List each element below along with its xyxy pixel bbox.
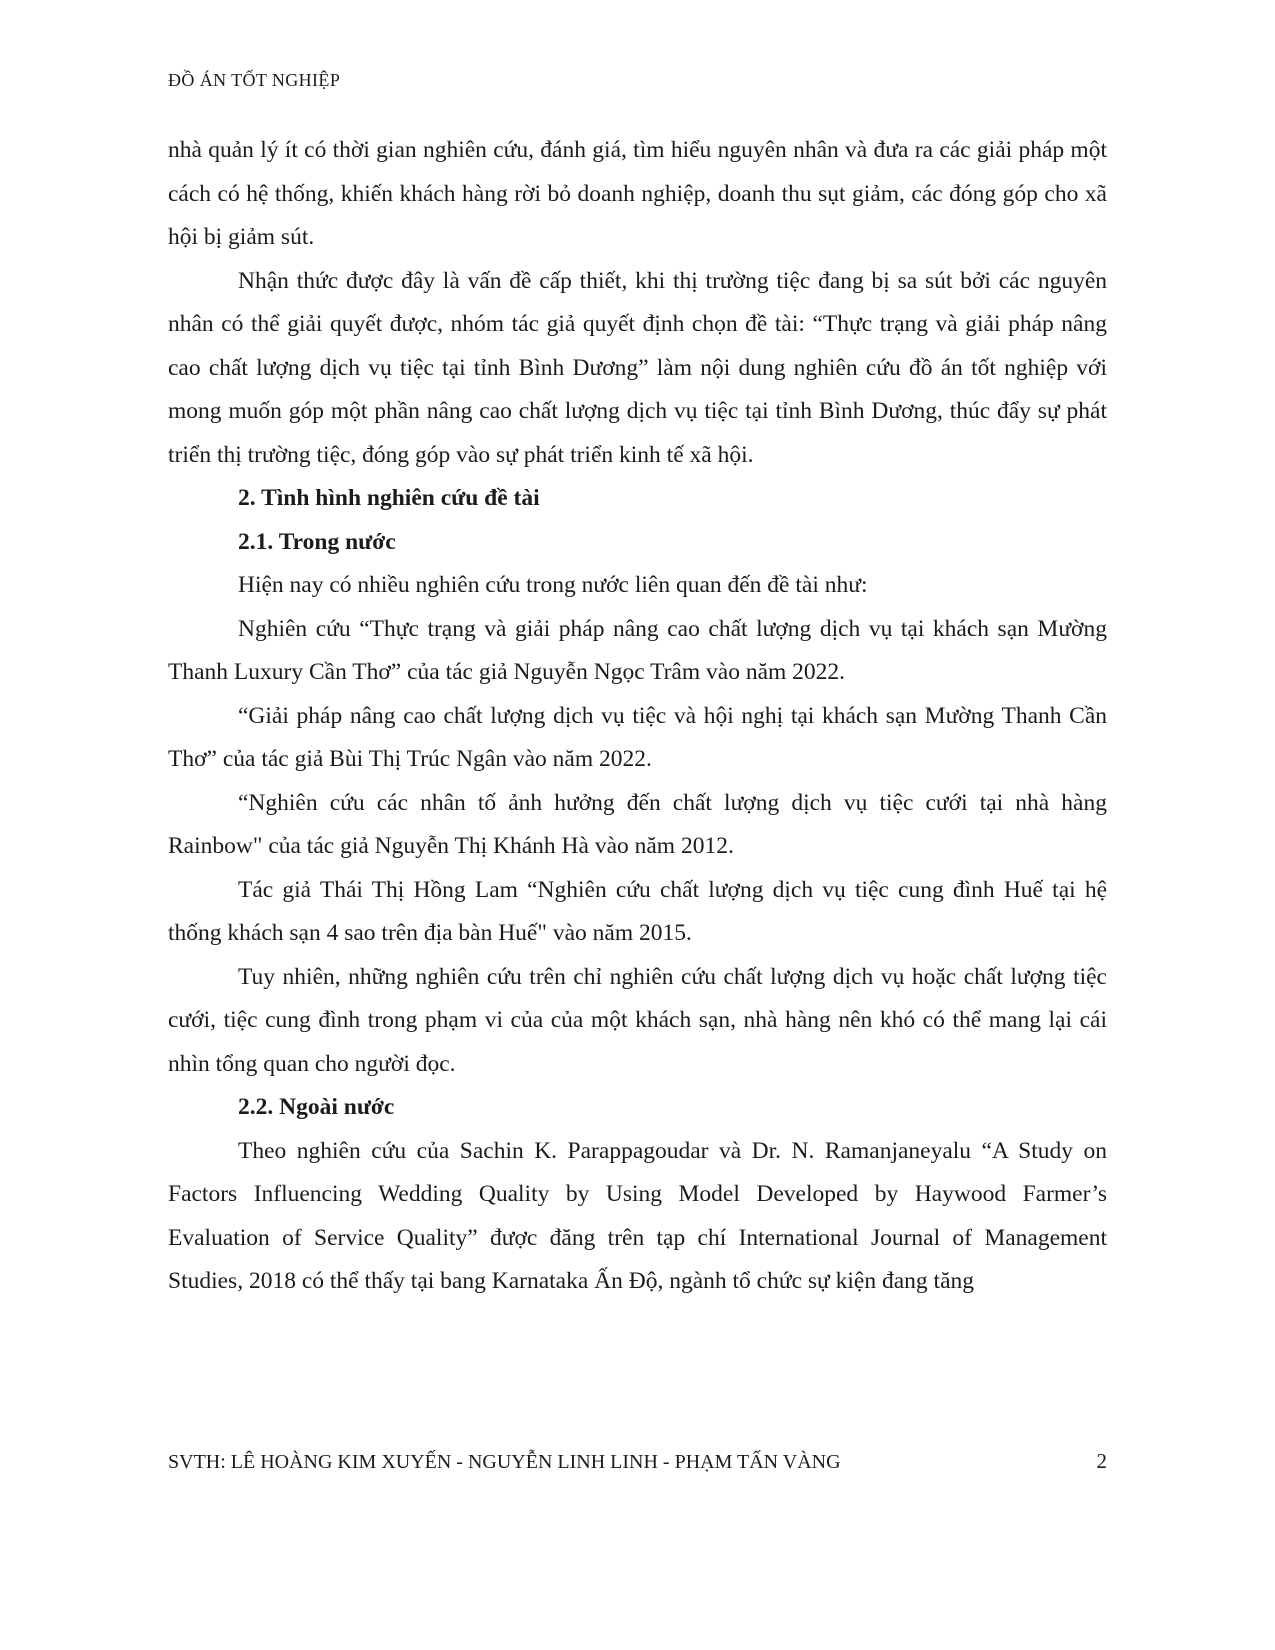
page-footer [168,1449,1107,1474]
paragraph: Tác giả Thái Thị Hồng Lam “Nghiên cứu chất lượng dịch vụ tiệc cung đình Huế tại hệ thống khách sạn 4 sao trên địa bàn Huế" vào năm 2015. [168,876,1107,946]
paragraph: nhà quản lý ít có thời gian nghiên cứu, đánh giá, tìm hiểu nguyên nhân và đưa ra các giải pháp một cách có hệ thống, khiến khách hàng rời bỏ doanh nghiệp, doanh thu sụt giảm, các đóng góp cho xã hội bị giảm sút. [168,137,1107,250]
paragraph: “Nghiên cứu các nhân tố ảnh hưởng đến chất lượng dịch vụ tiệc cưới tại nhà hàng Rainbow" của tác giả Nguyễn Thị Khánh Hà vào năm 2012. [168,789,1107,859]
subsection-heading: 2.2. Ngoài nước [238,1094,395,1120]
paragraph: Theo nghiên cứu của Sachin K. Parappagoudar và Dr. N. Ramanjaneyalu “A Study on Factors Influencing Wedding Quality by Using Model Developed by Haywood Farmer’s Evaluation of Service Quality” được đăng trên tạp chí International Journal of Management Studies, 2018 có thể thấy tại bang Karnataka Ấn Độ, ngành tổ chức sự kiện đang tăng [168,1137,1107,1294]
page-number: 2 [1096,1449,1107,1473]
paragraph: Nhận thức được đây là vấn đề cấp thiết, khi thị trường tiệc đang bị sa sút bởi các nguyên nhân có thể giải quyết được, nhóm tác giả quyết định chọn đề tài: “Thực trạng và giải pháp nâng cao chất lượng dịch vụ tiệc tại tỉnh Bình Dương” làm nội dung nghiên cứu đồ án tốt nghiệp với mong muốn góp một phần nâng cao chất lượng dịch vụ tiệc tại tỉnh Bình Dương, thúc đẩy sự phát triển thị trường tiệc, đóng góp vào sự phát triển kinh tế xã hội. [168,267,1107,468]
paragraph: Tuy nhiên, những nghiên cứu trên chỉ nghiên cứu chất lượng dịch vụ hoặc chất lượng tiệc cưới, tiệc cung đình trong phạm vi của của một khách sạn, nhà hàng nên khó có thể mang lại cái nhìn tổng quan cho người đọc. [168,963,1107,1077]
footer-authors: SVTH: LÊ HOÀNG KIM XUYẾN - NGUYỄN LINH LINH - PHẠM TẤN VÀNG [168,1451,841,1473]
paragraph: “Giải pháp nâng cao chất lượng dịch vụ tiệc và hội nghị tại khách sạn Mường Thanh Cần Thơ” của tác giả Bùi Thị Trúc Ngân vào năm 2022. [168,702,1107,772]
page-header [168,70,340,91]
paragraph: Nghiên cứu “Thực trạng và giải pháp nâng cao chất lượng dịch vụ tại khách sạn Mường Thanh Luxury Cần Thơ” của tác giả Nguyễn Ngọc Trâm vào năm 2022. [168,615,1107,685]
page-header-title: ĐỒ ÁN TỐT NGHIỆP [168,70,341,90]
subsection-heading: 2.1. Trong nước [238,528,396,555]
paragraph: Hiện nay có nhiều nghiên cứu trong nước liên quan đến đề tài như: [238,572,868,598]
document-body [168,129,1107,1304]
section-heading: 2. Tình hình nghiên cứu đề tài [238,485,540,511]
